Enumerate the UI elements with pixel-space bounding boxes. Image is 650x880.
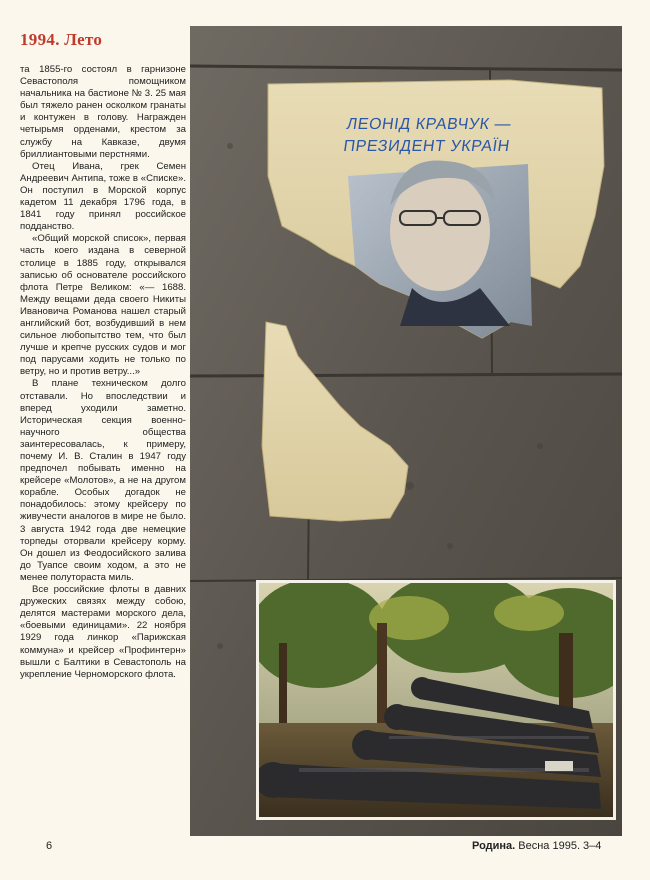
article-paragraph: Все российские флоты в давних дружеских связях между собою, делятся мастерами морского дела, «боевыми единицами». 22 ноября 1929 года линкор «Парижская коммуна» и крейсер «Профинтерн» вышли с Балтики в Севастополь на укрепление Черноморского флота. — [20, 584, 186, 680]
poster-slogan: ЛЕОНІД КРАВЧУК — ПРЕЗИДЕНТ УКРАЇН — [342, 116, 513, 155]
page-number: 6 — [46, 840, 53, 852]
section-header — [20, 30, 188, 58]
article-column — [20, 64, 186, 834]
article-paragraph: та 1855-го состоял в гарнизоне Севастополя помощником начальника на бастионе № 3. 25 мая был тяжело ранен осколком гранаты и контужен в голову. Награжден четырьмя орденами, крестом за службу на Кавказе, двумя бриллиантовыми перстнями. — [20, 64, 186, 160]
magazine-name: Родина. — [472, 840, 516, 852]
article-paragraph: «Общий морской список», первая часть коего издана в северной столице в 1885 году, открывался записью об основателе российского флота Петре Великом: «— 1688. Между вещами деда своего Никиты Ивановича Романова нашел старый английский бот, возбудивший в нем сильное любопытство тем, что был лучше и крепче русских судов и мог под парусами ходить не только по ветру, но и против ветру...» — [20, 233, 186, 378]
section-title: 1994. Лето — [20, 30, 103, 49]
article-paragraph: Отец Ивана, грек Семен Андреевич Антипа, тоже в «Списке». Он поступил в Морской корпус кадетом 11 декабря 1796 года, в 1841 году принял российское подданство. — [20, 160, 186, 233]
issue-info: Весна 1995. 3–4 — [518, 840, 602, 852]
cannons-image — [259, 583, 613, 817]
magazine-footer — [472, 840, 601, 852]
cannons-photo — [256, 580, 616, 820]
article-paragraph: В плане техническом долго отставали. Но впоследствии и вперед уходили заметно. Историческая секция военно-научного общества заинтересовалась, к примеру, почему И. В. Сталин в 1947 году предпочел побывать именно на крейсере «Молотов», а не на другом корабле. Особых догадок не понадобилось: этому крейсеру по живучести аналогов в мире не было. 3 августа 1942 года две немецкие торпеды оторвали крейсеру корму. Он дошел из Феодосийского залива до Туапсе своим ходом, а это не менее полутораста миль. — [20, 378, 186, 583]
